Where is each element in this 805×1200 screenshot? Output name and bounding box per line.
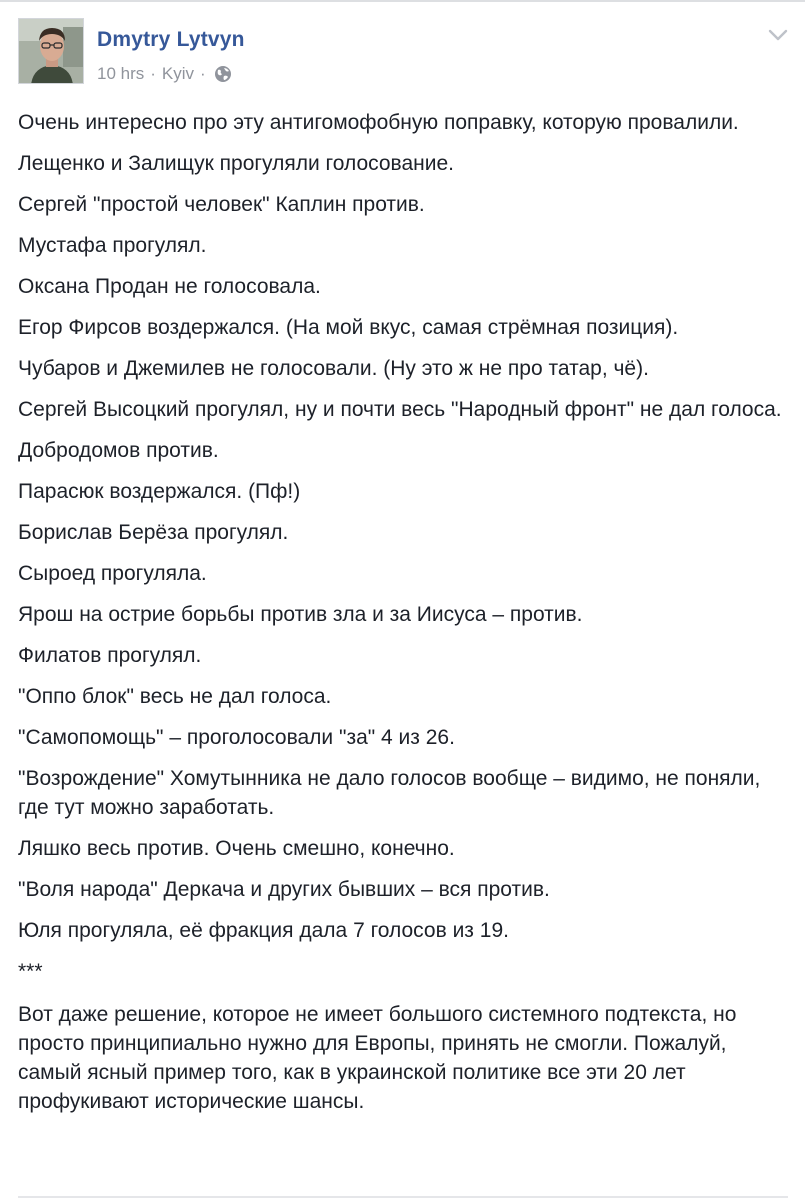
post-paragraph: "Возрождение" Хомутынника не дало голосов вообще – видимо, не поняли, где тут можно заработать. [18, 767, 761, 819]
post-paragraph: Вот даже решение, которое не имеет большого системного подтекста, но просто принципиально нужно для Европы, принять не смогли. Пожалуй, самый ясный пример того, как в украинской политике все эти 20 лет профукивают исторические шансы. [18, 1003, 737, 1113]
avatar-photo [19, 19, 84, 84]
section-separator: *** [18, 960, 43, 983]
meta-separator: · [200, 64, 206, 83]
post-paragraph: Сергей Высоцкий прогулял, ну и почти весь "Народный фронт" не дал голоса. [18, 398, 782, 421]
post-paragraph: Сергей "простой человек" Каплин против. [18, 193, 425, 216]
post-paragraph: Парасюк воздержался. (Пф!) [18, 480, 301, 503]
post-paragraph: Лещенко и Залищук прогуляли голосование. [18, 152, 454, 175]
post-paragraph: "Воля народа" Деркача и других бывших – вся против. [18, 878, 550, 901]
bottom-divider [18, 1196, 788, 1198]
post-paragraph: Филатов прогулял. [18, 644, 202, 667]
meta-separator: · [150, 64, 156, 83]
post-body [18, 108, 793, 1128]
post-paragraph: "Оппо блок" весь не дал голоса. [18, 685, 332, 708]
chevron-down-icon[interactable] [768, 28, 788, 42]
post-paragraph: Оксана Продан не голосовала. [18, 275, 321, 298]
post-paragraph: Сыроед прогуляла. [18, 562, 207, 585]
avatar[interactable] [18, 18, 84, 84]
post-paragraph: Ярош на острие борьбы против зла и за Иисуса – против. [18, 603, 583, 626]
post-location[interactable]: Kyiv [161, 64, 195, 83]
globe-icon[interactable] [214, 65, 232, 83]
post-paragraph: "Самопомощь" – проголосовали "за" 4 из 26. [18, 726, 455, 749]
post-paragraph: Ляшко весь против. Очень смешно, конечно. [18, 837, 455, 860]
post-paragraph: Добродомов против. [18, 439, 219, 462]
post-paragraph: Юля прогуляла, её фракция дала 7 голосов из 19. [18, 919, 509, 942]
post-meta [97, 64, 232, 84]
post-paragraph: Чубаров и Джемилев не голосовали. (Ну это ж не про татар, чё). [18, 357, 649, 380]
post-time[interactable]: 10 hrs [97, 64, 145, 83]
post-paragraph: Мустафа прогулял. [18, 234, 207, 257]
post-paragraph: Борислав Берёза прогулял. [18, 521, 289, 544]
post-paragraph: Очень интересно про эту антигомофобную поправку, которую провалили. [18, 111, 739, 134]
author-name[interactable]: Dmytry Lytvyn [97, 28, 245, 51]
post-header [18, 18, 788, 88]
post-paragraph: Егор Фирсов воздержался. (На мой вкус, самая стрёмная позиция). [18, 316, 679, 339]
